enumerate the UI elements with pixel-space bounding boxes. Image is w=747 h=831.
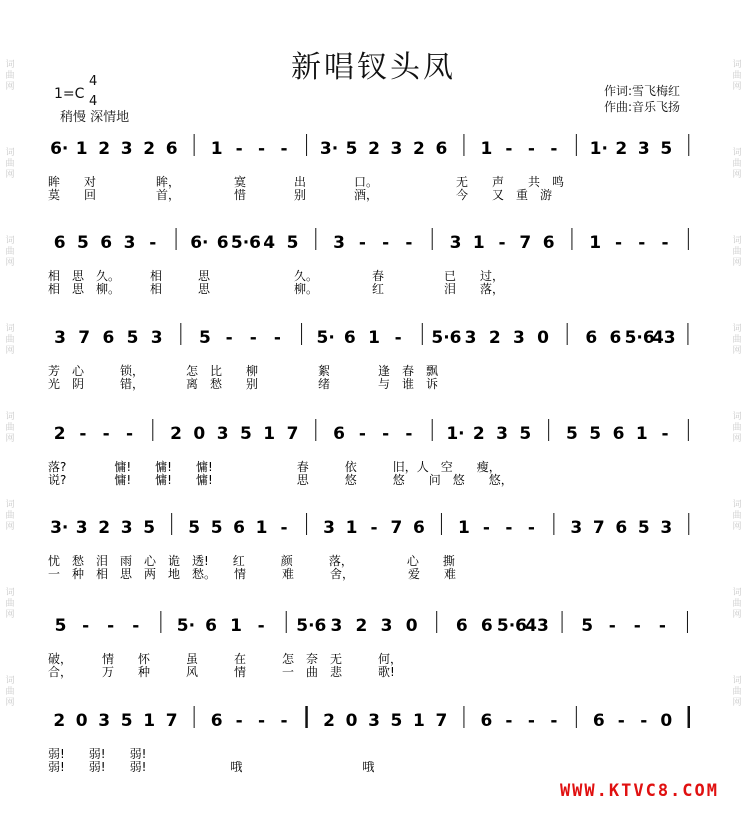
note: 6 — [216, 233, 229, 253]
note: 0 — [660, 711, 673, 731]
note: 5 — [126, 328, 139, 348]
note: - — [382, 233, 390, 253]
note: 5 — [210, 518, 223, 538]
watermark-glyph: 词 — [732, 324, 742, 334]
note: - — [280, 711, 288, 731]
note: 6 — [435, 139, 448, 159]
note: 1 — [210, 139, 223, 159]
watermark-glyph: 曲 — [5, 687, 15, 697]
note: - — [640, 711, 648, 731]
note: 0 — [345, 711, 358, 731]
watermark-glyph: 词 — [5, 588, 15, 598]
note: 3 — [333, 233, 345, 253]
note: - — [661, 424, 669, 444]
time-signature-top: 4 — [89, 74, 98, 89]
watermark-glyph: 网 — [5, 522, 15, 532]
note: 1 — [345, 518, 358, 538]
watermark-glyph: 网 — [5, 698, 15, 708]
note: 4 — [263, 233, 276, 253]
note: - — [661, 233, 669, 253]
note: 3 — [75, 518, 88, 538]
watermark-glyph: 词 — [5, 148, 15, 158]
note: 2 — [53, 711, 66, 731]
watermark-glyph: 曲 — [5, 71, 15, 81]
note: 1· — [589, 139, 608, 159]
key-signature: 1=C — [54, 86, 85, 102]
note: - — [258, 711, 266, 731]
note: 3 — [496, 424, 508, 444]
note: 2 — [355, 616, 368, 636]
watermark-glyph: 曲 — [732, 335, 742, 345]
note: - — [107, 616, 115, 636]
note: - — [550, 711, 558, 731]
watermark-glyph: 词 — [5, 412, 15, 422]
lyric-line: 弱! 弱! 弱! — [48, 747, 147, 761]
watermark-glyph: 网 — [732, 82, 742, 92]
watermark-glyph: 曲 — [5, 511, 15, 521]
lyric-line: 莫 回 首， 惜 别 酒， 今 又 重 游 — [48, 188, 553, 202]
note: 2 — [472, 424, 485, 444]
note: 43 — [651, 328, 676, 348]
note: - — [249, 328, 257, 348]
note: - — [405, 424, 413, 444]
watermark-glyph: 词 — [732, 412, 742, 422]
watermark-glyph: 网 — [5, 82, 15, 92]
note: 3 — [660, 518, 673, 538]
time-signature-bottom: 4 — [89, 94, 98, 109]
note: 1 — [480, 139, 493, 159]
note: 6 — [102, 328, 115, 348]
watermark-glyph: 网 — [5, 258, 15, 268]
note: 5· — [176, 616, 196, 636]
note: - — [658, 616, 666, 636]
note: 1 — [255, 518, 268, 538]
note: 2 — [53, 424, 66, 444]
watermark-glyph: 网 — [732, 610, 742, 620]
note: 7 — [519, 233, 532, 253]
watermark-glyph: 网 — [5, 346, 15, 356]
note: 6 — [480, 616, 493, 636]
watermark-glyph: 词 — [5, 60, 15, 70]
note: 2 — [98, 139, 111, 159]
note: - — [258, 139, 266, 159]
note: - — [225, 328, 233, 348]
note: 3 — [150, 328, 163, 348]
note: 5 — [581, 616, 594, 636]
note: - — [79, 424, 87, 444]
note: 5 — [637, 518, 650, 538]
note: - — [102, 424, 110, 444]
lyric-line: 说? 慵! 慵! 慵! 思 悠 悠 问 悠 悠， — [48, 473, 513, 487]
note: 6 — [413, 518, 425, 538]
note: 1 — [368, 328, 380, 348]
lyric-line: 芳 心 锁， 怎 比 柳 絮 逢 春 飘 — [48, 364, 439, 378]
watermark-glyph: 词 — [732, 500, 742, 510]
note: 3 — [637, 139, 650, 159]
watermark-glyph: 曲 — [732, 159, 742, 169]
note: 5 — [286, 233, 299, 253]
note: 5 — [519, 424, 532, 444]
note: - — [505, 139, 513, 159]
note: - — [273, 328, 281, 348]
note: - — [498, 233, 506, 253]
note: - — [370, 518, 378, 538]
lyric-line: 眸 对 眸， 寞 出 口。 无 声 共 鸣 — [48, 175, 565, 189]
note: 2 — [488, 328, 501, 348]
note: 5 — [566, 424, 578, 444]
note: 3· — [319, 139, 339, 159]
note: 3 — [98, 711, 111, 731]
note: - — [527, 139, 535, 159]
watermark-glyph: 网 — [5, 434, 15, 444]
note: 6 — [343, 328, 356, 348]
watermark-glyph: 词 — [732, 60, 742, 70]
note: - — [235, 711, 243, 731]
watermark-glyph: 词 — [732, 148, 742, 158]
note: 6· — [190, 233, 209, 253]
note: 7 — [592, 518, 605, 538]
note: 0 — [193, 424, 206, 444]
watermark-glyph: 网 — [732, 346, 742, 356]
note: 3 — [390, 139, 403, 159]
note: 7 — [435, 711, 448, 731]
watermark-glyph: 曲 — [5, 423, 15, 433]
note: 3 — [330, 616, 343, 636]
note: 6· — [50, 139, 69, 159]
note: - — [235, 139, 243, 159]
note: 5·6 — [624, 328, 655, 348]
note: 7 — [390, 518, 403, 538]
note: 5 — [345, 139, 358, 159]
note: 5 — [120, 711, 133, 731]
note: - — [550, 139, 558, 159]
note: 5 — [199, 328, 211, 348]
tempo-marking: 稍慢 深情地 — [60, 110, 130, 125]
note: 1 — [143, 711, 156, 731]
note: 1· — [446, 424, 465, 444]
lyric-line: 合， 万 种 风 情 一 曲 悲 歌! — [48, 665, 395, 679]
note: 1 — [263, 424, 276, 444]
lyric-line: 一 种 相 思 两 地 愁。 情 难 舍， 爱 难 — [48, 567, 457, 581]
watermark-glyph: 曲 — [732, 423, 742, 433]
watermark-glyph: 网 — [732, 170, 742, 180]
note: - — [482, 518, 490, 538]
note: - — [382, 424, 390, 444]
note: 5 — [660, 139, 673, 159]
lyric-line: 光 阴 错， 离 愁 别 绪 与 谁 诉 — [48, 377, 439, 391]
note: - — [527, 518, 535, 538]
note: - — [358, 233, 366, 253]
watermark-glyph: 曲 — [5, 335, 15, 345]
composer-credit: 作曲:音乐飞扬 — [604, 100, 681, 114]
note: 6 — [100, 233, 113, 253]
note: 1 — [472, 233, 485, 253]
note: - — [617, 711, 625, 731]
note: - — [633, 616, 641, 636]
watermark-glyph: 曲 — [732, 511, 742, 521]
lyric-line: 相 思 久。 相 思 久。 春 已 过， — [48, 269, 505, 283]
note: 7 — [286, 424, 299, 444]
note: 2 — [98, 518, 111, 538]
note: 5· — [316, 328, 335, 348]
watermark-glyph: 网 — [732, 698, 742, 708]
note: - — [280, 518, 288, 538]
lyricist-credit: 作词:雪飞梅红 — [604, 84, 681, 98]
watermark-glyph: 词 — [5, 236, 15, 246]
note: 3 — [123, 233, 136, 253]
note: 3 — [216, 424, 229, 444]
note: 1 — [230, 616, 242, 636]
note: 1 — [635, 424, 648, 444]
note: 3 — [512, 328, 525, 348]
watermark-glyph: 词 — [732, 588, 742, 598]
note: 6 — [210, 711, 223, 731]
note: - — [638, 233, 646, 253]
note: - — [614, 233, 623, 253]
note: 6 — [612, 424, 625, 444]
song-title: 新唱钗头凤 — [291, 50, 456, 85]
watermark-glyph: 曲 — [5, 159, 15, 169]
note: 6 — [205, 616, 217, 636]
note: 6 — [542, 233, 555, 253]
note: 3 — [120, 139, 133, 159]
note: 5 — [54, 616, 67, 636]
note: 2 — [368, 139, 380, 159]
website-logo: WWW.KTVC8.COM — [559, 781, 719, 801]
note: 6 — [592, 711, 605, 731]
note: 5 — [589, 424, 602, 444]
note: 6 — [455, 616, 468, 636]
watermark-glyph: 网 — [5, 610, 15, 620]
note: 5·6 — [230, 233, 261, 253]
note: - — [394, 328, 402, 348]
watermark-glyph: 词 — [5, 500, 15, 510]
note: 5·6 — [296, 616, 327, 636]
watermark-glyph: 词 — [5, 324, 15, 334]
note: - — [505, 518, 513, 538]
note: 3 — [120, 518, 133, 538]
lyric-line: 弱! 弱! 弱! 哦 哦 — [48, 760, 375, 774]
note: 3 — [449, 233, 462, 253]
note: - — [149, 233, 157, 253]
watermark-glyph: 词 — [732, 676, 742, 686]
note: 3 — [570, 518, 583, 538]
watermark-glyph: 曲 — [732, 71, 742, 81]
note: 0 — [405, 616, 418, 636]
watermark-glyph: 词 — [732, 236, 742, 246]
note: 5 — [143, 518, 156, 538]
note: 6 — [480, 711, 493, 731]
note: 5 — [390, 711, 403, 731]
lyric-line: 破， 情 怀 虽 在 怎 奈 无 何， — [48, 652, 403, 666]
watermark-glyph: 曲 — [732, 599, 742, 609]
watermark-glyph: 词 — [5, 676, 15, 686]
note: 2 — [170, 424, 182, 444]
note: 6 — [165, 139, 178, 159]
note: 43 — [525, 616, 549, 636]
lyric-line: 相 思 柳。 相 思 柳。 红 泪 落， — [48, 282, 505, 296]
note: 7 — [78, 328, 91, 348]
note: 1 — [75, 139, 88, 159]
note: 5 — [188, 518, 201, 538]
note: 2 — [143, 139, 156, 159]
watermark-glyph: 曲 — [732, 247, 742, 257]
note: 2 — [413, 139, 425, 159]
note: - — [82, 616, 90, 636]
watermark-glyph: 网 — [732, 522, 742, 532]
watermark-glyph: 网 — [732, 434, 742, 444]
note: - — [405, 233, 413, 253]
note: 0 — [537, 328, 549, 348]
note: 5 — [77, 233, 89, 253]
note: - — [280, 139, 288, 159]
note: 6 — [615, 518, 628, 538]
note: 6 — [53, 233, 66, 253]
note: 2 — [615, 139, 628, 159]
lyric-line: 落? 慵! 慵! 慵! 春 依 旧，人 空 瘦， — [48, 460, 501, 474]
note: 3 — [464, 328, 477, 348]
note: 3 — [323, 518, 335, 538]
watermark-glyph: 曲 — [5, 247, 15, 257]
note: - — [132, 616, 140, 636]
watermark-glyph: 曲 — [5, 599, 15, 609]
note: 3 — [368, 711, 380, 731]
note: 6 — [609, 328, 622, 348]
note: 1 — [458, 518, 470, 538]
watermark-glyph: 曲 — [732, 687, 742, 697]
note: 1 — [413, 711, 425, 731]
note: 3 — [380, 616, 393, 636]
note: 6 — [233, 518, 246, 538]
note: 6 — [333, 424, 345, 444]
note: 3 — [54, 328, 66, 348]
note: 5 — [240, 424, 252, 444]
lyric-line: 忧 愁 泪 雨 心 诡 透! 红 颜 落， 心 撕 — [48, 554, 455, 568]
watermark-glyph: 网 — [732, 258, 742, 268]
note: 1 — [589, 233, 602, 253]
note: 6 — [585, 328, 598, 348]
note: - — [358, 424, 366, 444]
note: 5·6 — [496, 616, 527, 636]
note: - — [257, 616, 265, 636]
watermark-glyph: 网 — [5, 170, 15, 180]
note: 2 — [323, 711, 335, 731]
note: 3· — [50, 518, 69, 538]
note: 7 — [165, 711, 178, 731]
note: - — [608, 616, 616, 636]
note: - — [505, 711, 513, 731]
note: - — [125, 424, 134, 444]
note: 0 — [75, 711, 88, 731]
note: - — [527, 711, 535, 731]
note: 5·6 — [431, 328, 462, 348]
